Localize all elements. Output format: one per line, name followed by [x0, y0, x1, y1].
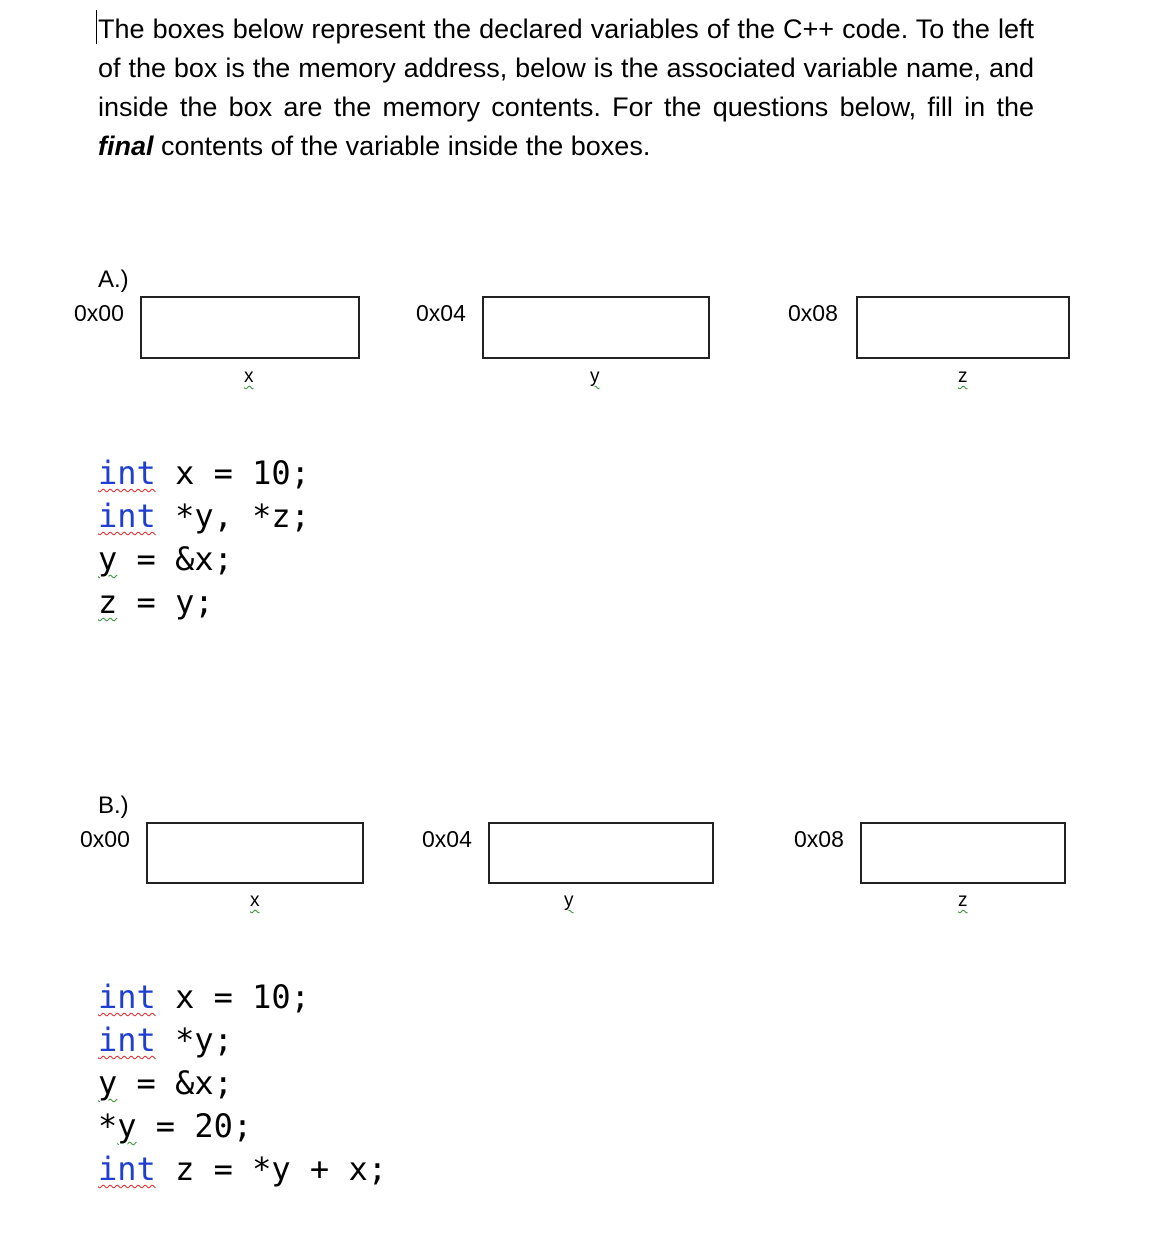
code-identifier: y: [117, 1107, 137, 1145]
instructions-paragraph: [98, 10, 1034, 166]
section-a-address-z: 0x08: [788, 300, 838, 326]
section-b-var-y: y: [564, 890, 574, 911]
code-text: *y;: [155, 1021, 233, 1059]
text-cursor: [96, 10, 97, 44]
section-a-box-y[interactable]: [482, 296, 710, 359]
code-text: x = 10;: [155, 978, 310, 1016]
code-line: [98, 452, 310, 495]
section-b-box-y[interactable]: [488, 822, 714, 884]
section-a-var-z: z: [958, 366, 968, 387]
code-line: [98, 495, 310, 538]
code-identifier: y: [98, 1064, 118, 1102]
section-a-box-x[interactable]: [140, 296, 360, 359]
code-text: *y, *z;: [155, 497, 310, 535]
section-b-label: B.): [98, 792, 129, 819]
keyword-int: int: [98, 978, 156, 1016]
code-text: = y;: [117, 583, 214, 621]
code-text: = &x;: [117, 540, 233, 578]
section-a-var-y: y: [590, 366, 600, 387]
intro-part-2: contents of the variable inside the boxes.: [153, 131, 651, 161]
keyword-int: int: [98, 497, 156, 535]
section-a-box-z[interactable]: [856, 296, 1070, 359]
section-b-address-x: 0x00: [80, 826, 130, 852]
code-identifier: y: [98, 540, 118, 578]
code-text: = 20;: [136, 1107, 253, 1145]
code-text: z = *y + x;: [155, 1150, 387, 1188]
code-operator: *: [98, 1107, 118, 1145]
section-b-box-x[interactable]: [146, 822, 364, 884]
code-line: [98, 1148, 387, 1191]
section-a-address-y: 0x04: [416, 300, 466, 326]
section-a-code: [98, 452, 310, 624]
section-b-var-z: z: [958, 890, 968, 911]
section-a-address-x: 0x00: [74, 300, 124, 326]
intro-emphasis: final: [98, 131, 154, 161]
section-a-var-x: x: [244, 366, 254, 387]
code-line: [98, 1105, 387, 1148]
code-identifier: z: [98, 583, 118, 621]
keyword-int: int: [98, 454, 156, 492]
keyword-int: int: [98, 1150, 156, 1188]
code-line: [98, 538, 310, 581]
intro-part-1: The boxes below represent the declared variables of the C++ code. To the left of the box is the memory address, below is the associated variable name, and inside the box are the memory contents. For the questions below, fill in the: [98, 14, 1034, 122]
section-b-address-z: 0x08: [794, 826, 844, 852]
section-b-box-z[interactable]: [860, 822, 1066, 884]
section-a-label: A.): [98, 266, 129, 293]
code-line: [98, 1062, 387, 1105]
code-line: [98, 976, 387, 1019]
code-text: x = 10;: [155, 454, 310, 492]
section-b-code: [98, 976, 387, 1191]
keyword-int: int: [98, 1021, 156, 1059]
code-text: = &x;: [117, 1064, 233, 1102]
code-line: [98, 1019, 387, 1062]
section-b-address-y: 0x04: [422, 826, 472, 852]
section-b-var-x: x: [250, 890, 260, 911]
code-line: [98, 581, 310, 624]
